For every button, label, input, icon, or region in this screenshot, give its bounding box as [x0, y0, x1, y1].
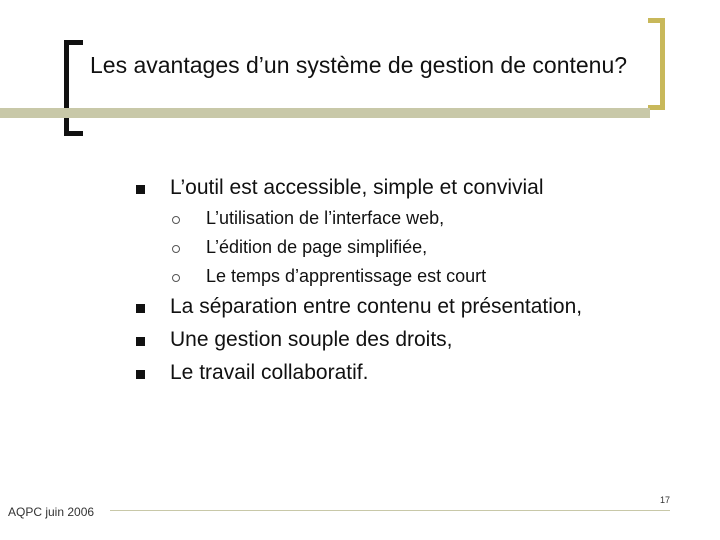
bullet-text: La séparation entre contenu et présentation, [170, 295, 583, 318]
bullet-item [136, 176, 544, 200]
square-bullet-icon [136, 370, 145, 379]
sub-bullet-text: L’édition de page simplifiée, [206, 237, 428, 257]
sub-bullet-item [172, 208, 444, 229]
ring-bullet-icon [172, 216, 180, 224]
sub-bullet-text: L’utilisation de l’interface web, [206, 208, 445, 228]
sub-bullet-text: Le temps d’apprentissage est court [206, 266, 487, 286]
footer-divider [110, 510, 670, 511]
sub-bullet-item [172, 266, 486, 287]
page-number: 17 [660, 495, 671, 505]
square-bullet-icon [136, 304, 145, 313]
ring-bullet-icon [172, 274, 180, 282]
slide-title: Les avantages d’un système de gestion de contenu? [90, 52, 628, 78]
square-bullet-icon [136, 185, 145, 194]
square-bullet-icon [136, 337, 145, 346]
ring-bullet-icon [172, 245, 180, 253]
bullet-item [136, 361, 368, 385]
bullet-text: Le travail collaboratif. [170, 361, 369, 384]
footer-text: AQPC juin 2006 [8, 505, 95, 519]
bullet-text: Une gestion souple des droits, [170, 328, 453, 351]
bullet-text: L’outil est accessible, simple et convivial [170, 176, 544, 199]
bullet-item [136, 295, 582, 319]
sub-bullet-item [172, 237, 427, 258]
bullet-item [136, 328, 453, 352]
